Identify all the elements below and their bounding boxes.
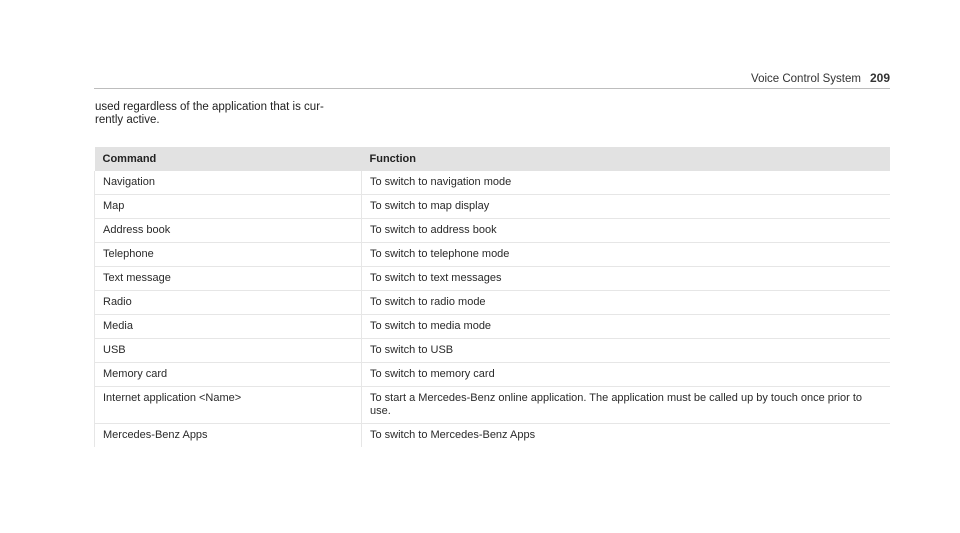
- table-row: [95, 363, 891, 387]
- table-row: [95, 387, 891, 424]
- function-cell: To switch to navigation mode: [362, 171, 891, 195]
- function-cell: To switch to Mercedes-Benz Apps: [362, 424, 891, 448]
- intro-paragraph: [95, 101, 355, 127]
- table-row: [95, 243, 891, 267]
- command-cell: Radio: [95, 291, 362, 315]
- command-cell: Text message: [95, 267, 362, 291]
- table-row: [95, 267, 891, 291]
- command-cell: Media: [95, 315, 362, 339]
- function-cell: To start a Mercedes-Benz online application. The application must be called up by touch once prior to use.: [362, 387, 891, 424]
- command-cell: Map: [95, 195, 362, 219]
- page-number: 209: [869, 71, 890, 85]
- table-row: [95, 291, 891, 315]
- function-cell: To switch to text messages: [362, 267, 891, 291]
- command-cell: Internet application <Name>: [95, 387, 362, 424]
- function-cell: To switch to media mode: [362, 315, 891, 339]
- command-cell: Mercedes-Benz Apps: [95, 424, 362, 448]
- column-header-function: Function: [362, 147, 891, 171]
- function-cell: To switch to map display: [362, 195, 891, 219]
- table-row: [95, 219, 891, 243]
- table-row: [95, 424, 891, 448]
- command-cell: Telephone: [95, 243, 362, 267]
- function-cell: To switch to radio mode: [362, 291, 891, 315]
- intro-line-1: used regardless of the application that is cur-: [95, 101, 324, 113]
- table-row: [95, 315, 891, 339]
- function-cell: To switch to memory card: [362, 363, 891, 387]
- header-divider: [94, 88, 890, 89]
- command-cell: USB: [95, 339, 362, 363]
- table-header-row: [95, 147, 891, 171]
- function-cell: To switch to address book: [362, 219, 891, 243]
- command-cell: Navigation: [95, 171, 362, 195]
- voice-command-table: [94, 147, 890, 447]
- function-cell: To switch to telephone mode: [362, 243, 891, 267]
- table-row: [95, 195, 891, 219]
- section-title: Voice Control System: [751, 73, 861, 85]
- page-header: [751, 71, 890, 85]
- table-row: [95, 171, 891, 195]
- command-cell: Address book: [95, 219, 362, 243]
- column-header-command: Command: [95, 147, 362, 171]
- command-cell: Memory card: [95, 363, 362, 387]
- function-cell: To switch to USB: [362, 339, 891, 363]
- intro-line-2: rently active.: [95, 114, 160, 126]
- table-row: [95, 339, 891, 363]
